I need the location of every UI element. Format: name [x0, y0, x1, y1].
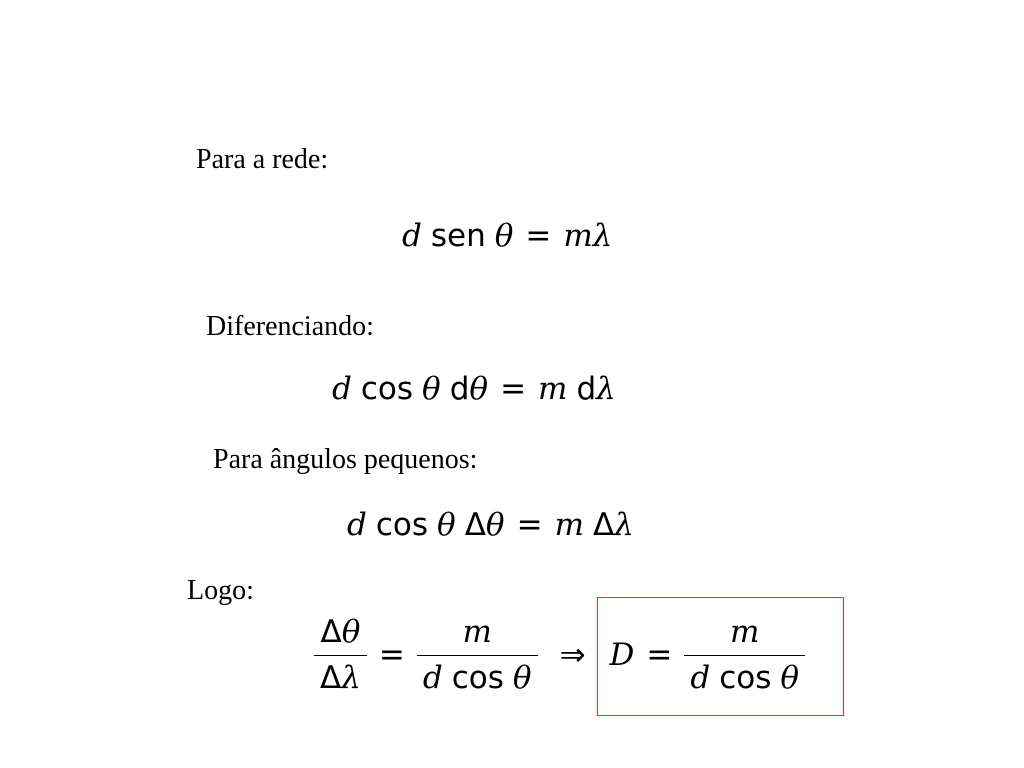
var-theta: θ [422, 371, 441, 407]
delta-symbol: Δ [464, 507, 486, 543]
logo-label: Logo: [187, 575, 254, 606]
small-angles-label: Para ângulos pequenos: [213, 444, 478, 475]
delta-symbol: Δ [320, 659, 342, 696]
var-m: m [462, 613, 492, 650]
implies-arrow: ⇒ [559, 636, 586, 673]
result-fraction [417, 613, 538, 698]
fraction-numerator [724, 613, 765, 652]
equals-sign: = [516, 507, 543, 543]
fn-cos: cos [375, 507, 429, 543]
var-d: d [347, 507, 367, 543]
var-theta: θ [780, 659, 800, 696]
var-lambda: λ [614, 507, 634, 543]
dispersion-equation [314, 612, 805, 698]
var-d: d [690, 659, 711, 696]
differential-d: d [576, 371, 597, 407]
var-theta: θ [494, 218, 514, 254]
fn-cos: cos [360, 371, 414, 407]
delta-symbol: Δ [320, 613, 342, 650]
fn-sen: sen [430, 218, 486, 254]
var-d: d [402, 218, 422, 254]
fraction-numerator [314, 613, 366, 652]
var-lambda: λ [592, 218, 613, 254]
fraction-bar [684, 655, 805, 656]
var-lambda: λ [596, 371, 616, 407]
var-d: d [422, 659, 443, 696]
var-d: d [332, 371, 352, 407]
differentiating-label: Diferenciando: [206, 311, 374, 342]
fn-cos: cos [719, 659, 772, 696]
equals-sign: = [378, 636, 405, 673]
fn-cos: cos [451, 659, 504, 696]
grating-label: Para a rede: [196, 144, 329, 175]
var-m: m [563, 218, 593, 254]
fraction-numerator [457, 613, 498, 652]
small-angle-equation [347, 507, 634, 543]
var-lambda: λ [341, 659, 361, 696]
differential-equation [332, 371, 616, 407]
var-theta: θ [341, 613, 361, 650]
var-m: m [538, 371, 568, 407]
fraction-denominator [684, 659, 805, 698]
equals-sign: = [525, 218, 552, 254]
var-m: m [554, 507, 584, 543]
var-theta: θ [485, 507, 505, 543]
fraction-bar [417, 655, 538, 656]
grating-equation [402, 218, 613, 254]
dispersion-fraction [684, 613, 805, 698]
ratio-fraction [314, 613, 367, 698]
var-theta: θ [437, 507, 456, 543]
differential-d: d [449, 371, 470, 407]
var-m: m [730, 613, 760, 650]
equals-sign: = [646, 636, 673, 673]
var-theta: θ [512, 659, 532, 696]
fraction-bar [314, 655, 367, 656]
fraction-denominator [314, 659, 367, 698]
fraction-denominator [417, 659, 538, 698]
var-theta: θ [469, 371, 489, 407]
var-D: D [609, 636, 635, 673]
equals-sign: = [500, 371, 527, 407]
delta-symbol: Δ [592, 507, 615, 543]
